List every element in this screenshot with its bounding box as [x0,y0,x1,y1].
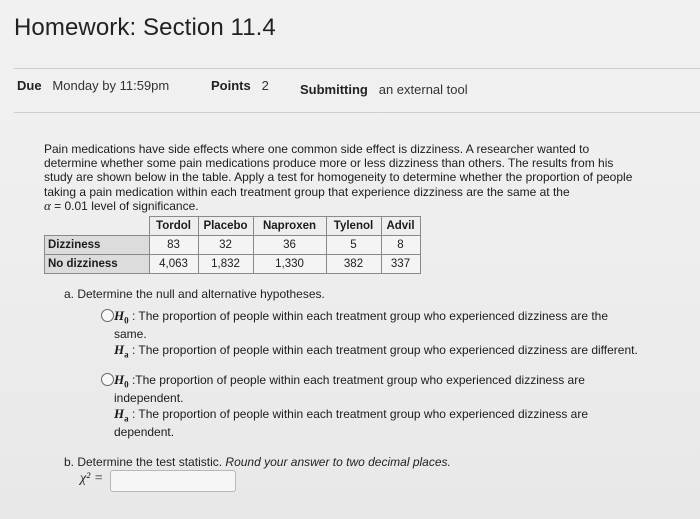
hypothesis-option-1-radio[interactable] [101,309,114,322]
col-header: Placebo [198,217,253,236]
ha-symbol: $H_a$ [114,341,129,360]
table-cell: 1,330 [253,255,326,274]
col-header: Naproxen [253,217,326,236]
title-divider [14,68,700,69]
table-cell: 382 [326,255,381,274]
h0-text: :The proportion of people within each treatment group who experienced dizziness are independent. [114,373,585,406]
alpha-line [44,199,644,213]
table-row [45,236,421,255]
table-cell: 1,832 [198,255,253,274]
h0-symbol: $H_0$ [114,372,129,390]
test-statistic-input[interactable] [110,470,236,492]
ha-statement [114,343,639,362]
col-header: Tylenol [326,217,381,236]
ha-text: : The proportion of people within each treatment group who experienced dizziness are dependent. [114,406,589,439]
alpha-text: = 0.01 level of significance. [50,198,199,213]
meta-divider [14,112,700,113]
hypothesis-option-1[interactable] [114,309,639,362]
row-label: Dizziness [45,236,150,255]
h0-symbol: $H_0$ [114,308,129,326]
points-label: Points [211,78,251,93]
table-header-row [45,217,421,236]
col-header: Advil [381,217,420,236]
part-a-prompt: a. Determine the null and alternative hypotheses. [64,287,325,301]
hypothesis-option-2[interactable] [114,373,614,439]
table-cell: 337 [381,255,420,274]
problem-text: Pain medications have side effects where one common side effect is dizziness. A researcher wanted to determine whether some pain medications produce more or less dizziness than others. The results from his study are shown below in the table. Apply a test for homogeneity to determine whether the proportion of people taking a pain medication within each treatment group that experience dizziness are the same at the [44,142,633,199]
part-b-prompt [64,455,451,469]
table-cell: 5 [326,236,381,255]
table-row [45,255,421,274]
submitting-label: Submitting [300,82,368,97]
col-header: Tordol [149,217,198,236]
ha-statement [114,407,614,440]
points-info [211,78,269,93]
submitting-value: an external tool [378,82,468,97]
h0-statement [114,373,614,406]
due-value: Monday by 11:59pm [52,78,170,93]
due-info [17,78,169,93]
table-cell: 32 [198,236,253,255]
table-cell: 4,063 [149,255,198,274]
hypothesis-option-2-radio[interactable] [101,373,114,386]
dizziness-table [44,216,421,274]
h0-statement [114,309,639,342]
points-value: 2 [261,78,269,93]
h0-text: : The proportion of people within each treatment group who experienced dizziness are the same. [114,309,609,342]
problem-statement [44,142,644,213]
table-cell: 8 [381,236,420,255]
part-b-prompt-bold: b. Determine the test statistic. [64,455,223,469]
table-cell: 83 [149,236,198,255]
part-b-prompt-italic: Round your answer to two decimal places. [222,455,451,469]
chi-square-label: χ² = [80,471,104,486]
submitting-info [300,82,468,97]
due-label: Due [17,78,42,93]
ha-text: : The proportion of people within each treatment group who experienced dizziness are different. [128,342,638,357]
table-cell: 36 [253,236,326,255]
page-title: Homework: Section 11.4 [14,14,276,41]
row-label: No dizziness [45,255,150,274]
table-corner [45,217,150,236]
ha-symbol: $H_a$ [114,405,129,424]
alpha-symbol: α [44,197,51,213]
